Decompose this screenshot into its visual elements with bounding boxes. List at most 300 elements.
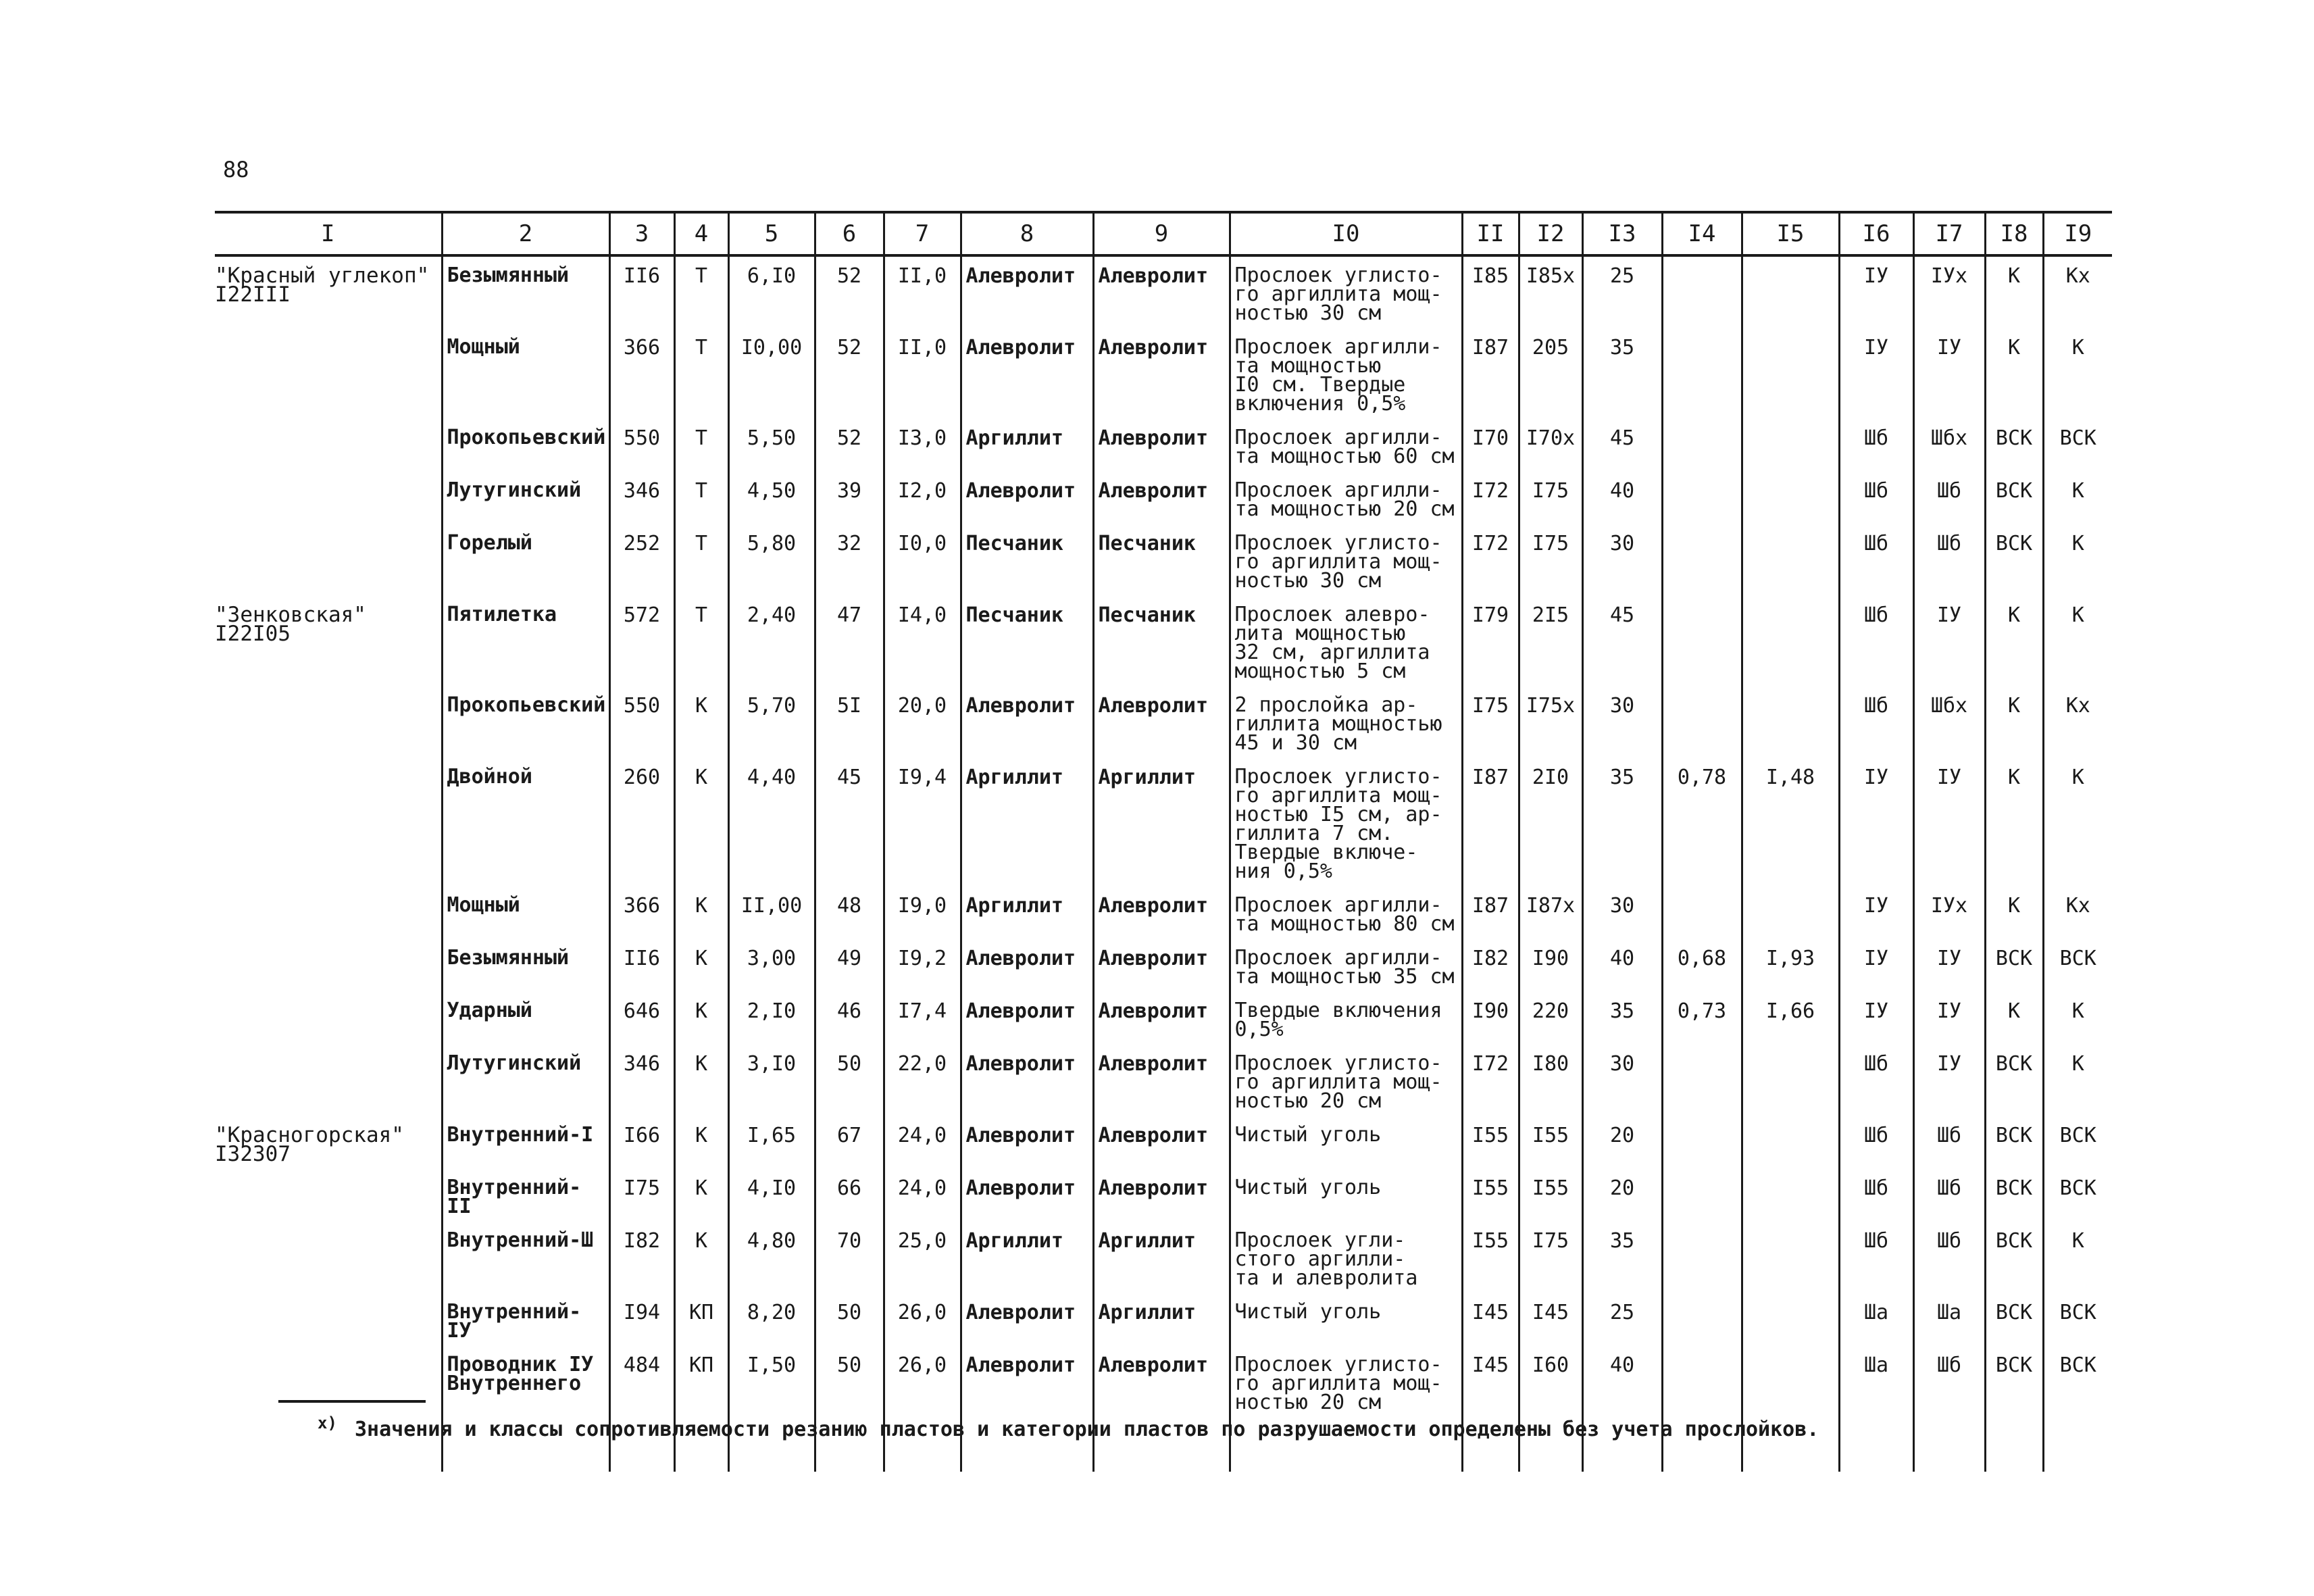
table-cell: 25 xyxy=(1582,1293,1662,1346)
table-cell: 35 xyxy=(1582,992,1662,1045)
table-cell: I85 xyxy=(1462,255,1519,328)
table-cell: 20,0 xyxy=(884,687,961,758)
filler-cell xyxy=(1985,1418,2043,1472)
table-cell: К xyxy=(674,1045,728,1116)
table-cell: IУх xyxy=(1913,255,1985,328)
table-cell: 25,0 xyxy=(884,1222,961,1293)
table-cell: I72 xyxy=(1462,1045,1519,1116)
table-cell: I72 xyxy=(1462,472,1519,524)
mine-cell xyxy=(215,1346,442,1418)
table-cell: Кх xyxy=(2043,255,2112,328)
table-cell: 26,0 xyxy=(884,1346,961,1418)
table-cell: Прокопьевский xyxy=(442,687,609,758)
table-cell: IУ xyxy=(1913,596,1985,687)
table-cell: 20 xyxy=(1582,1116,1662,1169)
table-cell: Ша xyxy=(1913,1293,1985,1346)
table-cell: Прослоек аргилли- та мощностью 35 см xyxy=(1230,939,1462,992)
table-cell: Аргиллит xyxy=(1093,1222,1230,1293)
table-cell: К xyxy=(2043,596,2112,687)
footnote-marker: х) xyxy=(318,1414,337,1432)
table-cell: I45 xyxy=(1462,1293,1519,1346)
table-row xyxy=(215,328,2112,419)
column-header-10: I0 xyxy=(1230,212,1462,255)
table-cell: 2,I0 xyxy=(728,992,815,1045)
table-cell: Твердые включения 0,5% xyxy=(1230,992,1462,1045)
table-cell: Аргиллит xyxy=(1093,1293,1230,1346)
table-cell: Шб xyxy=(1913,1222,1985,1293)
table-cell xyxy=(1662,887,1742,939)
table-cell xyxy=(1742,419,1839,472)
table-cell: IУ xyxy=(1839,887,1913,939)
column-header-3: 3 xyxy=(609,212,674,255)
table-cell xyxy=(1662,1346,1742,1418)
table-cell: Лутугинский xyxy=(442,1045,609,1116)
table-cell: 30 xyxy=(1582,687,1662,758)
table-cell: Шб xyxy=(1913,1169,1985,1222)
table-cell: 220 xyxy=(1519,992,1582,1045)
table-cell: Прослоек углисто- го аргиллита мощ- ностью 20 см xyxy=(1230,1045,1462,1116)
table-cell: Алевролит xyxy=(1093,1169,1230,1222)
table-cell: IУх xyxy=(1913,887,1985,939)
table-cell: 26,0 xyxy=(884,1293,961,1346)
table-cell: Алевролит xyxy=(961,328,1093,419)
table-cell: Прослоек углисто- го аргиллита мощ- ностью 30 см xyxy=(1230,255,1462,328)
mine-cell xyxy=(215,939,442,992)
table-cell xyxy=(1742,1169,1839,1222)
table-cell: ВСК xyxy=(2043,939,2112,992)
table-cell: ВСК xyxy=(1985,1116,2043,1169)
table-cell: ВСК xyxy=(1985,939,2043,992)
table-cell: Алевролит xyxy=(1093,1045,1230,1116)
table-cell: 4,I0 xyxy=(728,1169,815,1222)
table-cell: Алевролит xyxy=(1093,255,1230,328)
table-cell xyxy=(1662,1169,1742,1222)
table-cell: Прослоек углисто- го аргиллита мощ- ностью 20 см xyxy=(1230,1346,1462,1418)
table-cell: 366 xyxy=(609,328,674,419)
table-cell: I70х xyxy=(1519,419,1582,472)
table-cell: I87 xyxy=(1462,758,1519,887)
table-cell: К xyxy=(674,992,728,1045)
table-cell: К xyxy=(2043,472,2112,524)
table-cell: 22,0 xyxy=(884,1045,961,1116)
table-cell: IУ xyxy=(1913,758,1985,887)
table-cell: I82 xyxy=(1462,939,1519,992)
column-header-7: 7 xyxy=(884,212,961,255)
filler-cell xyxy=(1913,1418,1985,1472)
table-cell: Двойной xyxy=(442,758,609,887)
table-cell: К xyxy=(2043,1045,2112,1116)
table-cell: 20 xyxy=(1582,1169,1662,1222)
table-cell xyxy=(1662,1222,1742,1293)
table-cell: I75 xyxy=(1519,524,1582,596)
footnote-divider xyxy=(278,1400,426,1403)
table-cell: Шб xyxy=(1839,687,1913,758)
mine-cell xyxy=(215,1169,442,1222)
table-cell: 49 xyxy=(815,939,884,992)
table-cell: К xyxy=(674,1169,728,1222)
table-cell: 8,20 xyxy=(728,1293,815,1346)
table-cell: 3,I0 xyxy=(728,1045,815,1116)
table-cell: Алевролит xyxy=(1093,687,1230,758)
table-row xyxy=(215,1045,2112,1116)
table-cell: Прослоек угли- стого аргилли- та и алевролита xyxy=(1230,1222,1462,1293)
table-cell: Песчаник xyxy=(961,524,1093,596)
table-cell: Кх xyxy=(2043,687,2112,758)
table-cell: Алевролит xyxy=(1093,887,1230,939)
table-cell: 572 xyxy=(609,596,674,687)
table-cell: Шб xyxy=(1839,524,1913,596)
table-cell: IУ xyxy=(1839,328,1913,419)
mine-cell: "Красный углекоп" I22III xyxy=(215,264,430,307)
mine-cell: "Зенковская" I22I05 xyxy=(215,603,366,646)
table-cell xyxy=(1742,596,1839,687)
table-cell: Горелый xyxy=(442,524,609,596)
column-header-18: I8 xyxy=(1985,212,2043,255)
table-row xyxy=(215,1222,2112,1293)
table-cell: 66 xyxy=(815,1169,884,1222)
table-row xyxy=(215,1169,2112,1222)
coal-seams-table xyxy=(215,211,2112,1472)
table-cell xyxy=(1742,687,1839,758)
column-header-15: I5 xyxy=(1742,212,1839,255)
table-cell: I87 xyxy=(1462,328,1519,419)
table-cell: 5,80 xyxy=(728,524,815,596)
table-cell: I,93 xyxy=(1742,939,1839,992)
column-header-16: I6 xyxy=(1839,212,1913,255)
table-cell: I79 xyxy=(1462,596,1519,687)
table-cell: Шб xyxy=(1839,1169,1913,1222)
column-header-8: 8 xyxy=(961,212,1093,255)
table-cell: I90 xyxy=(1462,992,1519,1045)
table-cell: ВСК xyxy=(1985,1169,2043,1222)
table-cell: Прослоек аргилли- та мощностью 80 см xyxy=(1230,887,1462,939)
table-cell: I75х xyxy=(1519,687,1582,758)
table-cell: Шб xyxy=(1839,472,1913,524)
table-cell: К xyxy=(674,687,728,758)
table-cell: КП xyxy=(674,1346,728,1418)
table-row xyxy=(215,1293,2112,1346)
table-cell xyxy=(1742,255,1839,328)
table-cell: К xyxy=(1985,992,2043,1045)
table-cell: 35 xyxy=(1582,1222,1662,1293)
footnote xyxy=(318,1414,1819,1441)
table-cell: ВСК xyxy=(1985,472,2043,524)
table-cell: Шб xyxy=(1913,524,1985,596)
table-cell: Алевролит xyxy=(961,1169,1093,1222)
table-cell: 35 xyxy=(1582,758,1662,887)
table-cell: К xyxy=(1985,687,2043,758)
table-cell: 205 xyxy=(1519,328,1582,419)
table-cell: Прослоек аргилли- та мощностью I0 см. Твердые включения 0,5% xyxy=(1230,328,1462,419)
table-cell: Песчаник xyxy=(1093,524,1230,596)
table-cell: Внутренний-IУ xyxy=(442,1293,609,1346)
table-cell: IУ xyxy=(1839,255,1913,328)
table-cell: К xyxy=(674,1222,728,1293)
table-cell: 40 xyxy=(1582,472,1662,524)
table-cell: Шб xyxy=(1913,1116,1985,1169)
table-cell: Алевролит xyxy=(1093,1116,1230,1169)
table-cell: 47 xyxy=(815,596,884,687)
table-cell: 39 xyxy=(815,472,884,524)
table-cell: 0,73 xyxy=(1662,992,1742,1045)
table-cell: II,00 xyxy=(728,887,815,939)
table-cell: 40 xyxy=(1582,1346,1662,1418)
table-cell: 35 xyxy=(1582,328,1662,419)
table-cell: IУ xyxy=(1839,992,1913,1045)
table-cell: К xyxy=(674,1116,728,1169)
table-cell: 70 xyxy=(815,1222,884,1293)
table-cell: 252 xyxy=(609,524,674,596)
table-cell: Внутренний-II xyxy=(442,1169,609,1222)
table-cell: К xyxy=(674,887,728,939)
table-cell: II6 xyxy=(609,255,674,328)
table-cell: К xyxy=(1985,328,2043,419)
table-cell: К xyxy=(1985,255,2043,328)
filler-cell xyxy=(1839,1418,1913,1472)
table-row xyxy=(215,887,2112,939)
table-cell: Песчаник xyxy=(961,596,1093,687)
table-cell: К xyxy=(2043,328,2112,419)
mine-cell xyxy=(215,524,442,596)
table-cell: I85х xyxy=(1519,255,1582,328)
table-cell: I,48 xyxy=(1742,758,1839,887)
table-cell: 260 xyxy=(609,758,674,887)
table-cell: I,50 xyxy=(728,1346,815,1418)
table-cell: 550 xyxy=(609,687,674,758)
table-cell: 366 xyxy=(609,887,674,939)
table-cell: Т xyxy=(674,328,728,419)
table-cell: Песчаник xyxy=(1093,596,1230,687)
table-cell xyxy=(1742,1346,1839,1418)
table-row xyxy=(215,1116,2112,1169)
table-cell: Шб xyxy=(1913,1346,1985,1418)
table-cell: I,65 xyxy=(728,1116,815,1169)
table-cell: Лутугинский xyxy=(442,472,609,524)
table-row xyxy=(215,255,2112,328)
table-cell: Чистый уголь xyxy=(1230,1293,1462,1346)
table-cell: I0,00 xyxy=(728,328,815,419)
table-cell: 2,40 xyxy=(728,596,815,687)
column-header-5: 5 xyxy=(728,212,815,255)
table-cell: 4,50 xyxy=(728,472,815,524)
table-cell: Алевролит xyxy=(1093,939,1230,992)
table-cell: Мощный xyxy=(442,887,609,939)
table-cell: I75 xyxy=(1462,687,1519,758)
table-cell: Безымянный xyxy=(442,255,609,328)
table-cell: 25 xyxy=(1582,255,1662,328)
table-cell: I9,4 xyxy=(884,758,961,887)
table-cell: Т xyxy=(674,255,728,328)
table-cell: ВСК xyxy=(1985,1346,2043,1418)
table-cell: I90 xyxy=(1519,939,1582,992)
table-cell: 50 xyxy=(815,1293,884,1346)
table-cell: Аргиллит xyxy=(961,419,1093,472)
table-cell: Алевролит xyxy=(961,1045,1093,1116)
column-header-2: 2 xyxy=(442,212,609,255)
table-cell: Аргиллит xyxy=(961,1222,1093,1293)
table-cell: I3,0 xyxy=(884,419,961,472)
table-cell: Т xyxy=(674,596,728,687)
table-cell: I87х xyxy=(1519,887,1582,939)
table-cell xyxy=(1662,524,1742,596)
table-cell: Алевролит xyxy=(961,992,1093,1045)
table-cell xyxy=(1742,524,1839,596)
table-row xyxy=(215,992,2112,1045)
table-cell: Прослоек алевро- лита мощностью 32 см, аргиллита мощностью 5 см xyxy=(1230,596,1462,687)
mine-cell xyxy=(215,887,442,939)
table-cell: 30 xyxy=(1582,887,1662,939)
column-header-4: 4 xyxy=(674,212,728,255)
page-number: 88 xyxy=(223,157,249,182)
table-cell: Алевролит xyxy=(961,939,1093,992)
table-cell: 5,50 xyxy=(728,419,815,472)
mine-cell: "Красногорская" I32307 xyxy=(215,1123,404,1166)
table-cell: 32 xyxy=(815,524,884,596)
table-cell: I75 xyxy=(609,1169,674,1222)
table-cell: 5I xyxy=(815,687,884,758)
table-cell: I75 xyxy=(1519,472,1582,524)
table-cell: ВСК xyxy=(2043,1169,2112,1222)
column-header-13: I3 xyxy=(1582,212,1662,255)
table-cell: К xyxy=(2043,758,2112,887)
table-cell: 550 xyxy=(609,419,674,472)
table-cell: 67 xyxy=(815,1116,884,1169)
table-cell: Прослоек аргилли- та мощностью 60 см xyxy=(1230,419,1462,472)
table-row xyxy=(215,939,2112,992)
table-cell: Т xyxy=(674,472,728,524)
table-cell: ВСК xyxy=(2043,1293,2112,1346)
table-cell: Шб xyxy=(1839,1116,1913,1169)
table-cell: Алевролит xyxy=(961,1116,1093,1169)
table-cell: 46 xyxy=(815,992,884,1045)
table-cell: I55 xyxy=(1462,1169,1519,1222)
column-header-17: I7 xyxy=(1913,212,1985,255)
table-cell: КП xyxy=(674,1293,728,1346)
table-cell: IУ xyxy=(1913,328,1985,419)
table-cell: I7,4 xyxy=(884,992,961,1045)
table-cell: I75 xyxy=(1519,1222,1582,1293)
table-cell: I80 xyxy=(1519,1045,1582,1116)
table-cell: Шб xyxy=(1913,472,1985,524)
table-cell: 346 xyxy=(609,1045,674,1116)
table-cell: Аргиллит xyxy=(961,758,1093,887)
table-cell xyxy=(1662,419,1742,472)
table-cell: Алевролит xyxy=(961,1346,1093,1418)
table-cell xyxy=(1662,687,1742,758)
table-cell: 40 xyxy=(1582,939,1662,992)
table-cell: К xyxy=(2043,992,2112,1045)
table-cell: I55 xyxy=(1462,1116,1519,1169)
data-table-container xyxy=(215,211,2112,1414)
column-header-1: I xyxy=(215,212,442,255)
table-cell: К xyxy=(1985,887,2043,939)
column-header-12: I2 xyxy=(1519,212,1582,255)
table-row xyxy=(215,524,2112,596)
table-cell: К xyxy=(674,758,728,887)
table-cell: К xyxy=(1985,758,2043,887)
table-cell: 52 xyxy=(815,255,884,328)
table-cell: Кх xyxy=(2043,887,2112,939)
table-cell: II,0 xyxy=(884,255,961,328)
table-cell: 2I5 xyxy=(1519,596,1582,687)
table-cell: 50 xyxy=(815,1346,884,1418)
table-cell: 6,I0 xyxy=(728,255,815,328)
table-cell: Ша xyxy=(1839,1346,1913,1418)
table-cell: 0,78 xyxy=(1662,758,1742,887)
table-cell: Шбх xyxy=(1913,419,1985,472)
table-cell: 2 прослойка ар- гиллита мощностью 45 и 30 см xyxy=(1230,687,1462,758)
table-cell: Алевролит xyxy=(1093,1346,1230,1418)
table-cell: Шб xyxy=(1839,596,1913,687)
table-cell: Прослоек аргилли- та мощностью 20 см xyxy=(1230,472,1462,524)
table-cell: 5,70 xyxy=(728,687,815,758)
table-body xyxy=(215,255,2112,1472)
table-cell: I,66 xyxy=(1742,992,1839,1045)
table-cell xyxy=(1662,472,1742,524)
table-cell: 52 xyxy=(815,328,884,419)
table-row xyxy=(215,596,2112,687)
table-cell: Алевролит xyxy=(961,472,1093,524)
table-cell xyxy=(1742,1222,1839,1293)
table-cell: I4,0 xyxy=(884,596,961,687)
table-cell: 24,0 xyxy=(884,1169,961,1222)
table-header-row xyxy=(215,212,2112,255)
footnote-text: Значения и классы сопротивляемости резанию пластов и категории пластов по разрушаемости определены без учета прослойков. xyxy=(354,1418,1819,1441)
table-cell: К xyxy=(2043,524,2112,596)
table-cell: Шбх xyxy=(1913,687,1985,758)
mine-cell xyxy=(215,687,442,758)
table-cell: I60 xyxy=(1519,1346,1582,1418)
table-cell: I45 xyxy=(1519,1293,1582,1346)
mine-cell xyxy=(215,472,442,524)
table-cell: Внутренний-I xyxy=(442,1116,609,1169)
table-cell xyxy=(1662,328,1742,419)
column-header-6: 6 xyxy=(815,212,884,255)
mine-cell xyxy=(215,1293,442,1346)
table-cell: ВСК xyxy=(2043,1346,2112,1418)
table-cell xyxy=(1662,596,1742,687)
table-cell: I9,0 xyxy=(884,887,961,939)
table-cell: Шб xyxy=(1839,1222,1913,1293)
table-cell: 484 xyxy=(609,1346,674,1418)
table-cell: Алевролит xyxy=(961,687,1093,758)
column-header-11: II xyxy=(1462,212,1519,255)
table-cell: 4,40 xyxy=(728,758,815,887)
table-row xyxy=(215,758,2112,887)
table-cell: 45 xyxy=(815,758,884,887)
table-cell: ВСК xyxy=(1985,1045,2043,1116)
table-cell: IУ xyxy=(1839,758,1913,887)
table-cell: 30 xyxy=(1582,524,1662,596)
table-cell: I55 xyxy=(1519,1116,1582,1169)
table-cell: ВСК xyxy=(2043,419,2112,472)
table-cell: 24,0 xyxy=(884,1116,961,1169)
table-cell: ВСК xyxy=(1985,419,2043,472)
column-header-19: I9 xyxy=(2043,212,2112,255)
table-cell xyxy=(1742,328,1839,419)
table-row xyxy=(215,419,2112,472)
table-cell: Прослоек углисто- го аргиллита мощ- ностью I5 см, ар- гиллита 7 см. Твердые включе- ния 0,5% xyxy=(1230,758,1462,887)
table-cell xyxy=(1662,255,1742,328)
table-cell: 3,00 xyxy=(728,939,815,992)
table-cell: 30 xyxy=(1582,1045,1662,1116)
table-cell: 45 xyxy=(1582,596,1662,687)
table-cell: II6 xyxy=(609,939,674,992)
table-cell: Внутренний-Ш xyxy=(442,1222,609,1293)
table-cell: Алевролит xyxy=(1093,992,1230,1045)
table-cell: Алевролит xyxy=(961,255,1093,328)
table-cell xyxy=(1742,1045,1839,1116)
